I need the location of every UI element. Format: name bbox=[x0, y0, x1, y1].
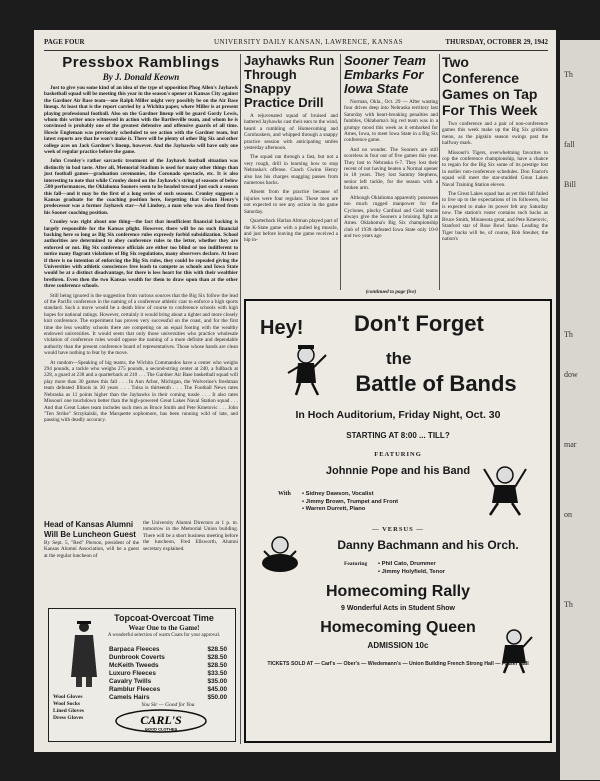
cartoon-bandleader-illustration bbox=[286, 341, 330, 397]
battle-of-bands-advertisement bbox=[244, 299, 552, 743]
price-row: Barpaca Fleeces $28.50 bbox=[109, 646, 227, 653]
svg-text:GOOD CLOTHES: GOOD CLOTHES bbox=[144, 726, 178, 732]
accessory-list: Wool Gloves Wool Socks Lined Gloves Dress Gloves bbox=[53, 694, 85, 721]
ad-ticket-outlets: TICKETS SOLD AT — Carl's — Ober's — Wiedemann's — Union Building French Strong Hall — Fraser Hall bbox=[267, 661, 529, 667]
story-body: A rejuvenated squad of bruised and battered Jayhawks cast their ears to the wind, heard a rumbling of Homecoming and Cornhuskers, and whipped through a snappy practice session with anticipating smiles yesterday afternoon. The squad ran through a fast, but not a very rough, drill in learning how to stop Nebraska's offense. Coach Gwinn Henry also has his charges snagging passes from numerous backs. Absent from the practice because of injuries were four regulars. These men are not expected to see any action in the game Saturday. Quarterback Harlan Altman played part of the K-State game with a pulled leg muscle, and just before leaving the game received a hip in- bbox=[244, 113, 338, 244]
story-headline: Sooner Team Embarks For Iowa State bbox=[344, 53, 426, 96]
page-number: PAGE FOUR bbox=[44, 38, 85, 46]
masthead: UNIVERSITY DAILY KANSAN, LAWRENCE, KANSAS bbox=[214, 38, 404, 46]
topcoat-advertisement bbox=[48, 608, 236, 742]
ad-title: Battle of Bands bbox=[355, 371, 517, 396]
band-one-name: Johnnie Pope and his Band bbox=[325, 465, 471, 477]
column-byline: By J. Donald Keown bbox=[102, 72, 180, 82]
column-body bbox=[44, 85, 238, 461]
conference-games-story bbox=[442, 54, 548, 317]
band-one-members: • Sidney Dawson, Vocalist • Jimmy Brown, Trumpet and Front • Warren Durrett, Piano bbox=[302, 491, 399, 512]
coat-price-list bbox=[109, 646, 227, 702]
ad-acts: 9 Wonderful Acts in Student Show bbox=[341, 605, 455, 612]
ad-featuring2-label: Featuring bbox=[344, 561, 368, 567]
ad-start-time: STARTING AT 8:00 ... TILL? bbox=[346, 431, 450, 440]
ad-admission: ADMISSION 10c bbox=[367, 641, 429, 650]
story-headline: Two Conference Games on Tap For This Week bbox=[442, 54, 538, 118]
coat-ad-description: A wonderful selection of warm Coats for your approval. bbox=[107, 633, 221, 638]
ad-with-label: With bbox=[278, 491, 291, 497]
column-rule bbox=[240, 54, 241, 744]
alumni-body-right: the University Alumni Directors at 1 p. m. tomorrow in the Memorial Union building. There will be a short business meeting before the luncheon, Fred Ellsworth, Alumni secretary explained. bbox=[143, 520, 238, 552]
man-in-overcoat-illustration bbox=[67, 619, 101, 689]
alumni-headline: Head of Kansas Alumni Will Be Luncheon Guest bbox=[44, 520, 136, 539]
ad-rally: Homecoming Rally bbox=[325, 583, 471, 600]
cartoon-drummer-illustration bbox=[258, 531, 302, 575]
price-row: Luxuro Fleeces $33.50 bbox=[109, 670, 227, 677]
coat-ad-tagline: You Sir — Good for You bbox=[141, 702, 195, 708]
column-paragraph: Cronley was right about one thing—the fact that insufficient financial backing is largely responsible for the Kansas plight. However, there will be no such financial backing here so long as Big Six conference rules expressly forbid subsidization. School authorities are determined to obey conference rules to the letter, whether they are enforced or not. Big Six conference officials are either too blind or too indifferent to notice many flagrant violations of Big Six regulations, many observers declare. At least if there is no intention of enforcing the Big Six rules, they could be repealed giving the Universities with athletic consciences free leash to compete as schools and Iowa State would be at a distinct disadvantage, for there is less heart for this with their wealthier brethren. Even then the two Kansas wealth for them to draw upon than at the other three conference schools. bbox=[44, 219, 238, 290]
column-title: Pressbox Ramblings bbox=[62, 54, 220, 71]
ad-versus: — VERSUS — bbox=[372, 526, 424, 533]
price-row: Cavalry Twills $35.00 bbox=[109, 678, 227, 685]
story-body: Norman, Okla., Oct. 29 — After wasting four drives deep into Nebraska territory last Saturday with heart-breaking penalties and fumbles, Oklahoma's big red team was in a grumpy mood this week as it embarked for Ames, Iowa, to meet Iowa State in a Big Six conference game. And no wonder. The Sooners are still scoreless in four out of five games this year. They lost to Nebraska 6-7. They lost their recent of not having beaten a Normal opener in 18 years. They lost Sammy Stephens, senior left tackle, for the season with a broken arm. Although Oklahoma apparently possesses too much rugged manpower for the Cyclones, plucky Cardinal and Gold teams always give the Sooners a bruising fight at Ames. Oklahoma's Big Six championship club of 1938 defeated Iowa State only 10-0 and two years ago bbox=[344, 99, 438, 240]
alumni-story bbox=[44, 520, 238, 559]
sooner-story bbox=[344, 54, 438, 295]
story-continued: (continued to page five) bbox=[365, 289, 417, 295]
ad-featuring-label: FEATURING bbox=[374, 451, 422, 458]
pressbox-column bbox=[44, 54, 238, 461]
cartoon-dancer-illustration bbox=[480, 459, 530, 517]
ad-the: the bbox=[386, 349, 412, 368]
page-header bbox=[44, 38, 548, 51]
story-headline: Jayhawks Run Through Snappy Practice Drill bbox=[244, 53, 335, 110]
ad-queen: Homecoming Queen bbox=[320, 619, 476, 636]
coat-ad-title: Topcoat-Overcoat Time bbox=[114, 613, 214, 623]
column-paragraph: Just to give you some kind of an idea of the type of opposition Phog Allen's Jayhawk basketball squad will be meeting this year in the season's opener at Kansas City against the Gardner Air Base team—one Ralph Miller might very possibly be on the Air Base lineup. At least that is the report carried by a Wichita paper, where Miller is at present playing professional football. Also on the Gardner lineup will be guard Gordy Lewis, whom this writer once witnessed in action with the Bartlesville team, and whom he is convinced is probably one of the greatest defensive and offensive guards of all time. Howie Engleman was previously scheduled to see action with the Gardner team, but latest reports are that he won't make it. There will be plenty of other Big Six and other college aces on Jack Gardner's lineup, however. And the Jayhawks will have only one week of regular practice before the game. bbox=[44, 85, 238, 156]
column-paragraph: Still being ignored is the suggestion from various sources that the Big Six follow the lead of the Pacific conference in the naming of a conference athletic czar to enforce a high sports standard. Such a move would be a death blow of course to conference schools with high hopes for national ratings. However, certainly it would bring about a tighter and more closely knit conference. The experiment has proven very successful on the coast, and for the first time the less wealthy schools there are competing on an equal footing with the wealthy endowed universities. It would seem that only those universities who practice wholesale violation of conference rules would oppose the naming of a more definite and dependable authority than the present conference board of representatives. Those whose hands are clean would have nothing to fear by the move. bbox=[44, 292, 238, 357]
column-rule bbox=[340, 54, 341, 290]
newspaper-page bbox=[34, 30, 556, 752]
jayhawks-story bbox=[244, 54, 338, 309]
price-row: McKeith Tweeds $28.50 bbox=[109, 662, 227, 669]
column-rule bbox=[439, 54, 440, 290]
price-row: Dunbrook Coverts $28.50 bbox=[109, 654, 227, 661]
ad-location: In Hoch Auditorium, Friday Night, Oct. 30 bbox=[295, 409, 501, 421]
ad-dont-forget: Don't Forget bbox=[354, 311, 484, 336]
carls-store-logo bbox=[115, 709, 207, 733]
column-paragraph: At random—Speaking of big teams, the Wichita Commandos have a center who weighs 294 pounds, a tackle who weighs 275 pounds, a second-string center at 240, a fullback at 228, a guard at 238 and a quarterback at 210 . . . The Gardner Air Base basketball squad will play more than 30 games this fall . . . In Ann Arbor, Michigan, the Wolverine's freshman team defeated Illinois in 30 years . . . Tulsa is thirteenth . . . The Football News rates Nebraska as 11 points higher than the Jayhawks in their coming tussle . . . It also rates Missouri one touchdown better than the high-powered Great Lakes Naval Station squad . . . And that Great Lakes team includes such men as Bruce Smith and Pete Kmetovic . . . John "Ten Strike" Strzykalski, the Marquette sophomore, has been running wild of late, and passing with deadly accuracy. bbox=[44, 359, 238, 424]
band-two-name: Danny Bachmann and his Orch. bbox=[337, 538, 519, 552]
issue-date: THURSDAY, OCTOBER 29, 1942 bbox=[445, 38, 548, 46]
ad-hey: Hey! bbox=[260, 317, 304, 339]
coat-ad-subtitle: Wear One to the Game! bbox=[128, 624, 200, 632]
price-row: Ramblur Fleeces $45.00 bbox=[109, 686, 227, 693]
band-two-members: • Phil Cato, Drummer • Jimmy Holyfield, Tenor bbox=[378, 561, 445, 575]
column-paragraph: John Cronley's rather sarcastic treatment of the Jayhawk football situation was distinctly in bad taste. After all, Memorial Stadium is used for many other things than just football games—graduation ceremonies, the Coronado spectacle, etc. It is also interesting to note that while Cronley doted on the Jayhawk's string of seasons of below .500 performances, the Oklahoma Sooners seem to be headed toward just such a season this fall—and it may be the first of a long series of such seasons. Cronley suggests a Kansas graduate for the coaching position here, forgetting that Gwinn Henry's predecessor was a former Jayhawk star—Ad Lindsey, a man who was also fired from his Sooner coaching position. bbox=[44, 158, 238, 216]
alumni-body-left: By Sept. 5, "Red" Pierson, president of the Kansas Alumni Association, will be a guest at the regular luncheon of bbox=[44, 540, 139, 559]
price-row: Camels Hairs $50.00 bbox=[109, 694, 227, 701]
story-body: Two conference and a pair of non-conference games this week make up the Big Six gridiron menu, as the pigskin season swings past the halfway mark. Missouri's Tigers, overwhelming favorites to cop the conference championship, have a chance to regain for the Big Six some of its prestige lost in earlier non-conference schedules. Don Faurot's squad will meet the star-studded Great Lakes Naval Training Station eleven. The Great Lakes squad has as yet this fall failed to live up to the expectations of its followers, but is expected to make its power felt any Saturday now. The station's roster contains such backs as Bruce Smith, Minnesota great, and Pete Kmetovic, Stanford star of Rose Bowl fame. Leading the Tiger backs will be, of course, Bob Steuber, the nation's bbox=[442, 121, 548, 242]
svg-text:CARL'S: CARL'S bbox=[140, 713, 182, 727]
adjacent-page-edge: Th fall Bill Th dow mar on Th bbox=[560, 40, 600, 780]
